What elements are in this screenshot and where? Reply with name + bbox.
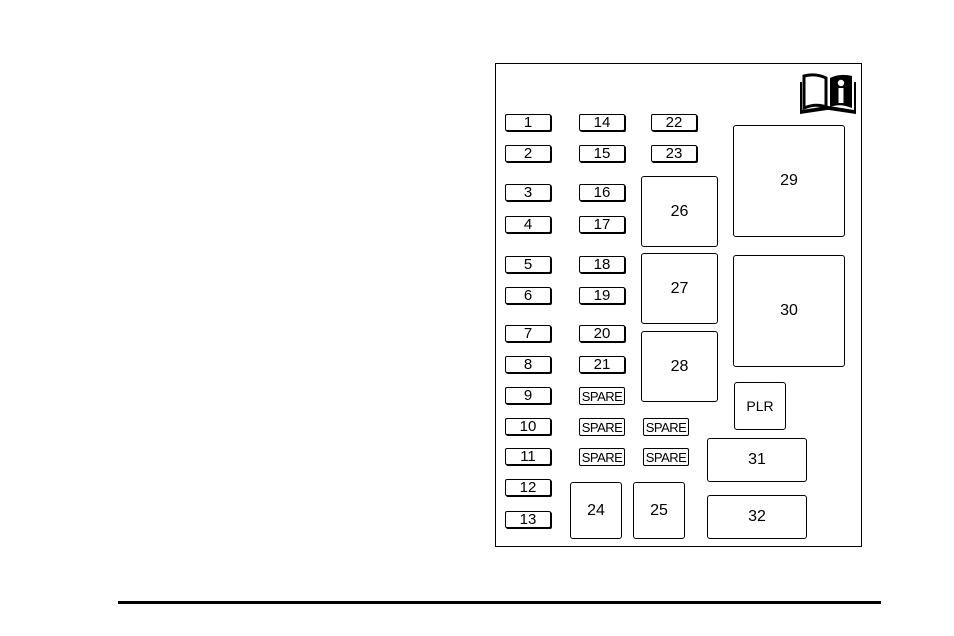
page-divider xyxy=(118,601,881,604)
spare-fuse: SPARE xyxy=(643,418,689,436)
relay-27: 27 xyxy=(641,253,718,324)
fuse-16: 16 xyxy=(579,184,625,201)
fuse-block-diagram xyxy=(495,63,862,547)
fuse-1: 1 xyxy=(505,114,551,131)
relay-31: 31 xyxy=(707,438,807,482)
relay-29: 29 xyxy=(733,125,845,237)
relay-30: 30 xyxy=(733,255,845,367)
fuse-17: 17 xyxy=(579,216,625,233)
spare-fuse: SPARE xyxy=(579,448,625,466)
fuse-22: 22 xyxy=(651,114,697,131)
fuse-7: 7 xyxy=(505,325,551,342)
fuse-8: 8 xyxy=(505,356,551,373)
relay-32: 32 xyxy=(707,495,807,539)
fuse-6: 6 xyxy=(505,287,551,304)
book-info-icon xyxy=(798,72,858,116)
fuse-10: 10 xyxy=(505,418,551,435)
plr-relay: PLR xyxy=(734,382,786,430)
fuse-21: 21 xyxy=(579,356,625,373)
fuse-18: 18 xyxy=(579,256,625,273)
fuse-3: 3 xyxy=(505,184,551,201)
spare-fuse: SPARE xyxy=(643,448,689,466)
fuse-9: 9 xyxy=(505,387,551,404)
spare-fuse: SPARE xyxy=(579,418,625,436)
fuse-15: 15 xyxy=(579,145,625,162)
relay-25: 25 xyxy=(633,482,685,539)
fuse-5: 5 xyxy=(505,256,551,273)
fuse-4: 4 xyxy=(505,216,551,233)
fuse-13: 13 xyxy=(505,511,551,528)
relay-26: 26 xyxy=(641,176,718,247)
fuse-12: 12 xyxy=(505,479,551,496)
fuse-11: 11 xyxy=(505,448,551,465)
fuse-19: 19 xyxy=(579,287,625,304)
fuse-14: 14 xyxy=(579,114,625,131)
fuse-23: 23 xyxy=(651,145,697,162)
fuse-20: 20 xyxy=(579,325,625,342)
spare-fuse: SPARE xyxy=(579,387,625,405)
relay-24: 24 xyxy=(570,482,622,539)
fuse-2: 2 xyxy=(505,145,551,162)
relay-28: 28 xyxy=(641,331,718,402)
